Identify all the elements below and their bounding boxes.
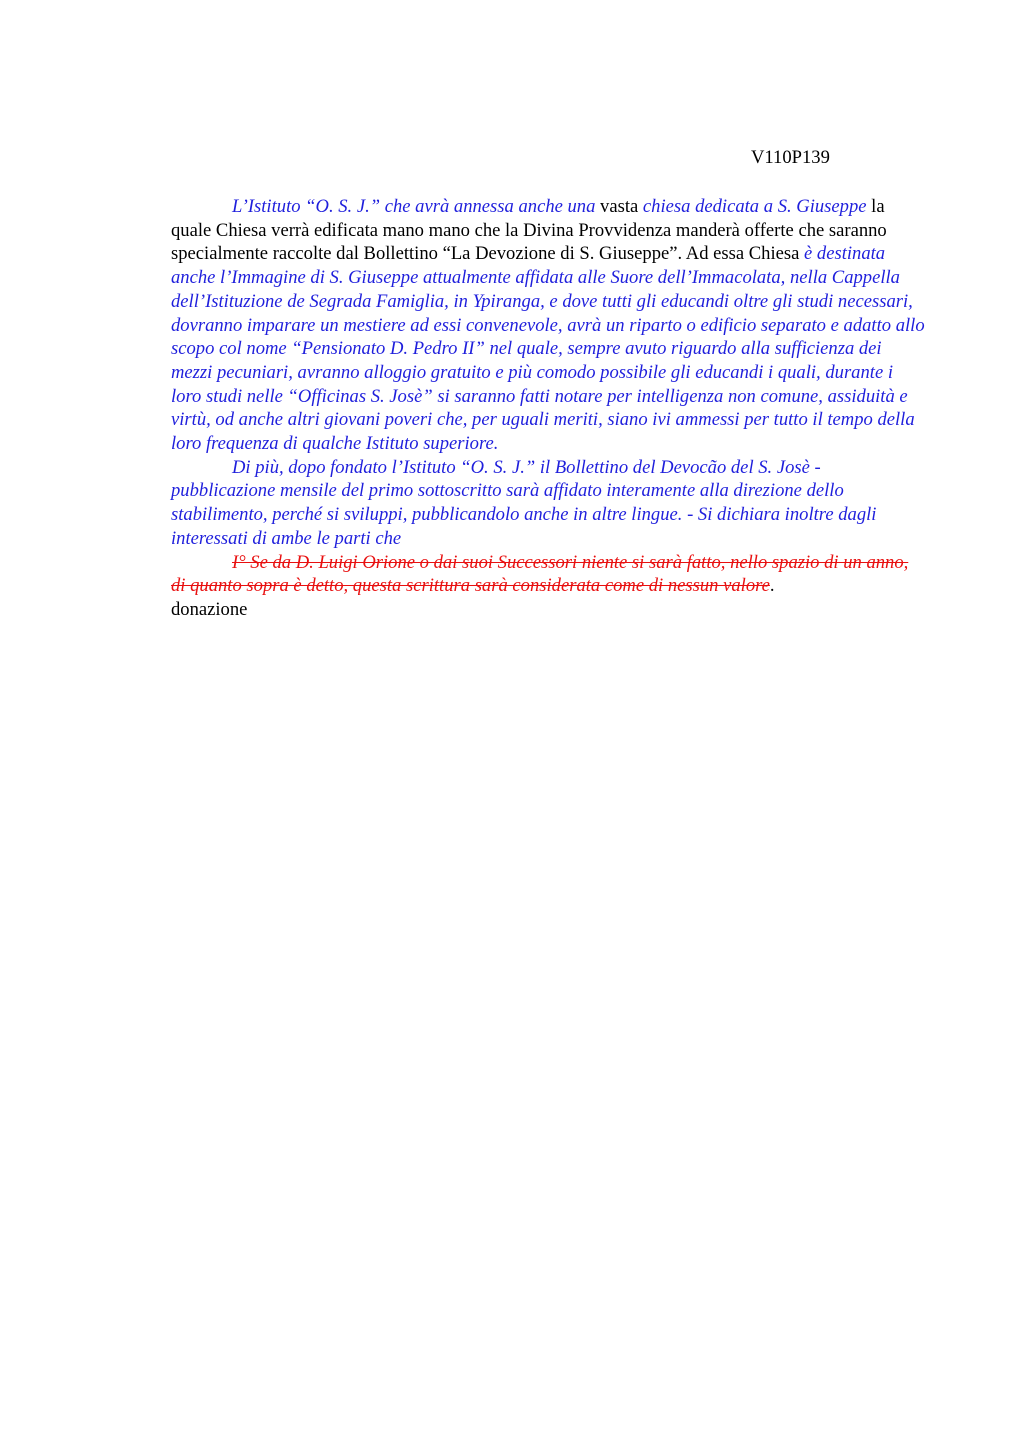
- text-run: L’Istituto “O. S. J.” che avrà annessa anche una: [232, 196, 596, 217]
- struck-text-run: I° Se da D. Luigi Orione o dai suoi Successori niente si sarà fatto, nello spazio di un anno, di quanto sopra è detto, questa scrittura sarà considerata come di nessun valore: [171, 551, 909, 597]
- text-run: Di più, dopo fondato l’Istituto “O. S. J.” il Bollettino del Devocão del S. Josè - pubblicazione mensile del primo sottoscritto sarà affidato interamente alla direzione dello stabilimento, perché si sviluppi, pubblicandolo anche in altre lingue. - Si dichiara inoltre dagli interessati di ambe le parti che: [171, 456, 877, 549]
- page-id: V110P139: [751, 147, 830, 168]
- paragraph-clausola-cancellata: [171, 551, 925, 598]
- document-body: [171, 195, 925, 622]
- text-run: vasta: [595, 196, 643, 217]
- paragraph-istituto: [171, 195, 925, 456]
- paragraph-donazione: [171, 598, 925, 622]
- text-run: .: [769, 575, 775, 597]
- text-run: donazione: [171, 598, 248, 620]
- text-run: chiesa dedicata a S. Giuseppe: [642, 196, 867, 217]
- text-run: la quale Chiesa verrà edificata mano mano che la Divina Provvidenza manderà offerte che saranno specialmente raccolte dal Bollettino “La Devozione di S. Giuseppe”. Ad essa Chiesa: [171, 196, 887, 265]
- paragraph-bollettino: [171, 456, 925, 551]
- text-run: è destinata anche l’Immagine di S. Giuseppe attualmente affidata alle Suore dell’Immacolata, nella Cappella dell’Istituzione de Segrada Famiglia, in Ypiranga, e dove tutti gli educandi oltre gli studi necessari, dovranno imparare un mestiere ad essi convenevole, avrà un riparto o edificio separato e adatto allo scopo col nome “Pensionato D. Pedro II” nel quale, sempre avuto riguardo alla sufficienza dei mezzi pecuniari, avranno alloggio gratuito e più comodo possibile gli educandi i quali, durante i loro studi nelle “Officinas S. Josè” si saranno fatti notare per intelligenza non comune, assiduità e virtù, od anche altri giovani poveri che, per uguali meriti, siano ivi ammessi per tutto il tempo della loro frequenza di qualche Istituto superiore.: [171, 243, 925, 455]
